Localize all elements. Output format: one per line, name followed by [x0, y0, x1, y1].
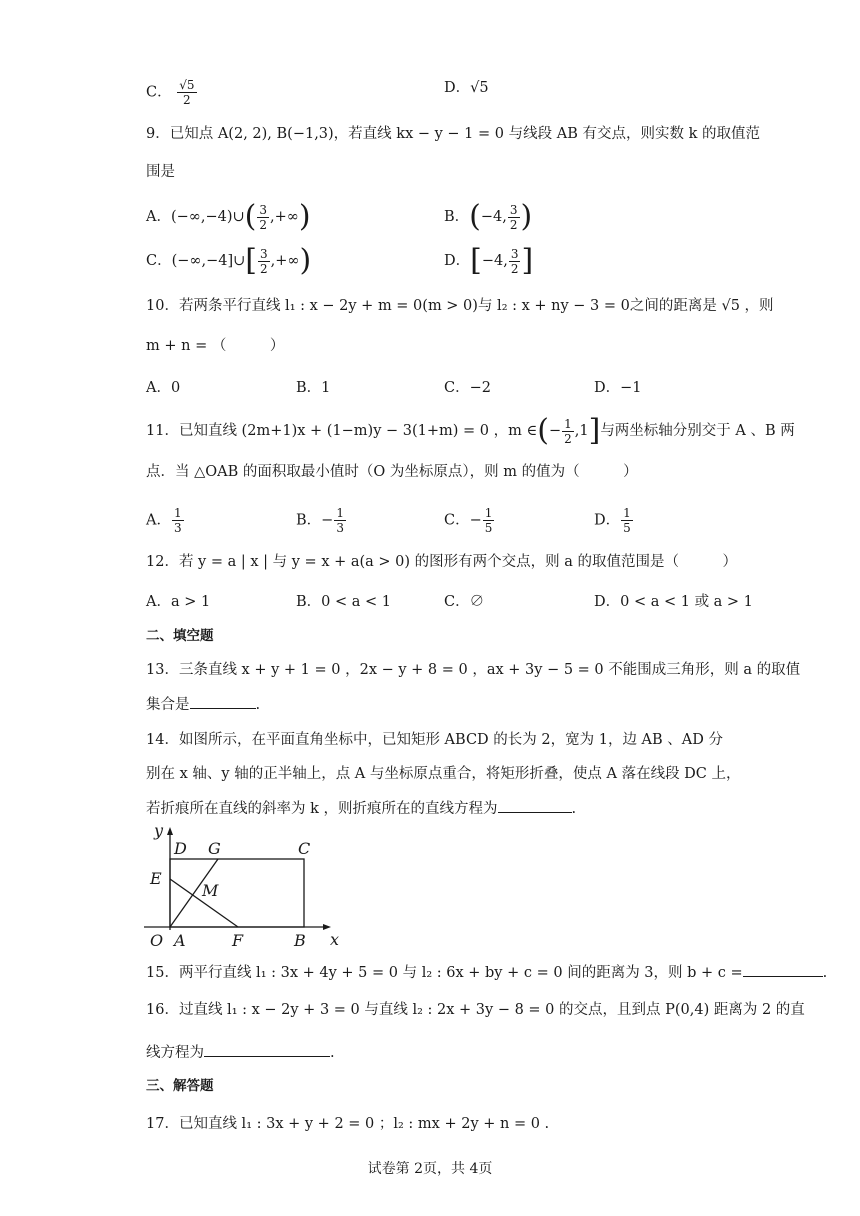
denominator: 2 [183, 93, 191, 107]
option-label: C． [146, 84, 172, 101]
option-label: A． [146, 209, 171, 225]
denominator: 2 [260, 261, 268, 276]
q10-option-b: B．1 [296, 380, 331, 396]
fraction [509, 247, 521, 276]
q12-option-b: B．0 < a < 1 [296, 594, 391, 610]
option-value: −4, [481, 253, 508, 269]
denominator: 5 [623, 521, 631, 535]
bracket-right: ] [588, 413, 601, 448]
paren-left: ( [469, 199, 481, 234]
q9-option-a [146, 199, 311, 234]
option-value: √5 [470, 80, 489, 96]
fraction [172, 506, 184, 535]
q12-option-d: D．0 < a < 1 或 a > 1 [594, 594, 753, 610]
option-value: −4, [480, 209, 507, 225]
bracket-left: [ [470, 243, 482, 278]
q14-stem-line3: 若折痕所在直线的斜率为 k ，则折痕所在的直线方程为 . [146, 798, 576, 819]
label-c: C [298, 839, 311, 858]
stem-text: 11．已知直线 (2m+1)x + (1−m)y − 3(1+m) = 0 ，m ∈ [146, 423, 538, 439]
numerator: 3 [259, 202, 268, 217]
numerator: 1 [564, 416, 572, 431]
y-arrow-icon [167, 827, 173, 835]
q11-stem-line1: 11．已知直线 (2m+1)x + (1−m)y − 3(1+m) = 0 ，m ∈(− $\frac{1}{2}$ ,1]与两坐标轴分别交于 A 、B 两 [146, 413, 795, 448]
q9-option-b [444, 199, 533, 234]
label-g: G [208, 839, 221, 858]
option-value: (−∞,−4)∪ [170, 209, 245, 225]
q9-option-c [146, 243, 312, 278]
answer-blank[interactable] [190, 694, 256, 709]
answer-blank[interactable] [204, 1042, 330, 1057]
numerator: 3 [509, 202, 518, 217]
stem-text: 15．两平行直线 l₁ : 3x + 4y + 5 = 0 与 l₂ : 6x + by + c = 0 间的距离为 3，则 b + c = [146, 965, 743, 981]
label-e: E [150, 869, 162, 888]
denominator: 2 [510, 261, 519, 276]
fraction [621, 506, 633, 535]
fraction [334, 506, 346, 535]
answer-blank[interactable] [743, 962, 823, 977]
denominator: 5 [484, 521, 493, 535]
q9-stem-line2: 围是 [146, 164, 175, 180]
q11-option-d [594, 506, 634, 535]
q12-option-c: C．∅ [444, 594, 485, 610]
option-label: B．− [296, 512, 334, 529]
q8-option-c [146, 78, 198, 107]
q8-option-d [444, 78, 489, 98]
fraction [508, 203, 520, 232]
option-value: (−∞,−4]∪ [171, 253, 246, 269]
label-d: D [174, 839, 187, 858]
paren-right: ) [298, 199, 311, 234]
stem-text: 线方程为 [146, 1045, 204, 1061]
fraction [258, 247, 270, 276]
label-a: A [174, 931, 186, 950]
paren-right: ) [520, 199, 533, 234]
section-heading-solutions: 三、解答题 [146, 1078, 214, 1094]
bracket-left: [ [245, 243, 258, 278]
label-f: F [232, 931, 244, 950]
numerator: 3 [260, 246, 268, 261]
q14-stem-line1: 14．如图所示，在平面直角坐标中，已知矩形 ABCD 的长为 2，宽为 1，边 AB 、AD 分 [146, 732, 724, 748]
label-b: B [294, 931, 306, 950]
q10-option-a: A．0 [146, 380, 181, 396]
answer-blank[interactable] [498, 798, 572, 813]
q10-stem-line1: 10．若两条平行直线 l₁ : x − 2y + m = 0(m > 0)与 l₂ : x + ny − 3 = 0之间的距离是 √5 ，则 [146, 298, 774, 314]
stem-text: 集合是 [146, 697, 190, 713]
q12-stem-line1: 12．若 y = a | x | 与 y = x + a(a > 0) 的图形有两个交点，则 a 的取值范围是（ ） [146, 554, 738, 570]
paren-left: ( [537, 413, 549, 448]
option-label: B． [444, 209, 470, 225]
option-label: D． [444, 253, 471, 269]
q13-stem-line2: 集合是 . [146, 694, 260, 715]
option-tail: ,+∞ [270, 209, 299, 225]
label-x: x [330, 930, 340, 949]
q11-option-a [146, 506, 185, 535]
q14-stem-line2: 别在 x 轴、y 轴的正半轴上，点 A 与坐标原点重合，将矩形折叠，使点 A 落在线段 DC 上， [146, 766, 741, 782]
q17-stem-line1: 17．已知直线 l₁ : 3x + y + 2 = 0 ；l₂ : mx + 2y + n = 0 . [146, 1116, 550, 1132]
numerator: 1 [623, 506, 631, 520]
q11-option-b [296, 506, 347, 535]
rectangle-fold-figure [140, 824, 340, 950]
numerator: √5 [179, 78, 195, 92]
denominator: 2 [509, 217, 518, 232]
denominator: 3 [173, 521, 182, 535]
numerator: 1 [336, 506, 344, 520]
fraction [562, 417, 574, 446]
bracket-right: ] [521, 243, 534, 278]
label-m: M [202, 881, 219, 900]
q11-stem-line2: 点．当 △OAB 的面积取最小值时（O 为坐标原点），则 m 的值为（ ） [146, 464, 638, 480]
q16-stem-line2: 线方程为 . [146, 1042, 335, 1063]
fraction [257, 203, 269, 232]
numerator: 1 [484, 506, 493, 520]
page-footer: 试卷第 2页，共 4页 [367, 1161, 493, 1177]
q10-option-d: D．−1 [594, 380, 642, 396]
denominator: 2 [259, 217, 268, 232]
q11-option-c [444, 506, 495, 535]
q10-stem-line2: m + n = （ ） [146, 338, 285, 354]
option-tail: ,+∞ [270, 253, 300, 269]
q10-option-c: C．−2 [444, 380, 491, 396]
q12-option-a: A．a > 1 [146, 594, 211, 610]
fraction [177, 78, 196, 107]
stem-text: 若折痕所在直线的斜率为 k ，则折痕所在的直线方程为 [146, 801, 498, 817]
paren-right: ) [299, 243, 312, 278]
stem-text: 与两坐标轴分别交于 A 、B 两 [600, 423, 795, 439]
paren-left: ( [244, 199, 257, 234]
numerator: 1 [173, 506, 182, 520]
q9-stem-line1: 9．已知点 A(2, 2), B(−1,3)，若直线 kx − y − 1 = 0 与线段 AB 有交点，则实数 k 的取值范 [146, 126, 760, 142]
fraction [483, 506, 495, 535]
option-label: C． [146, 253, 172, 269]
option-label: C．− [444, 512, 482, 529]
denominator: 2 [564, 431, 572, 446]
denominator: 3 [336, 521, 344, 535]
q9-option-d [444, 243, 534, 278]
range-tail: ,1 [574, 423, 589, 439]
label-o: O [150, 931, 164, 950]
option-label: D． [594, 512, 621, 529]
q13-stem-line1: 13．三条直线 x + y + 1 = 0 ，2x − y + 8 = 0 ，ax + 3y − 5 = 0 不能围成三角形，则 a 的取值 [146, 662, 801, 678]
section-heading-fill-in: 二、填空题 [146, 628, 214, 644]
numerator: 3 [510, 246, 519, 261]
q16-stem-line1: 16．过直线 l₁ : x − 2y + 3 = 0 与直线 l₂ : 2x + 3y − 8 = 0 的交点，且到点 P(0,4) 距离为 2 的直 [146, 1002, 805, 1018]
q15-stem-line1: 15．两平行直线 l₁ : 3x + 4y + 5 = 0 与 l₂ : 6x + by + c = 0 间的距离为 3，则 b + c = . [146, 962, 827, 983]
label-y: y [154, 824, 164, 840]
option-label: A． [146, 512, 171, 529]
option-label: D． [444, 80, 471, 96]
